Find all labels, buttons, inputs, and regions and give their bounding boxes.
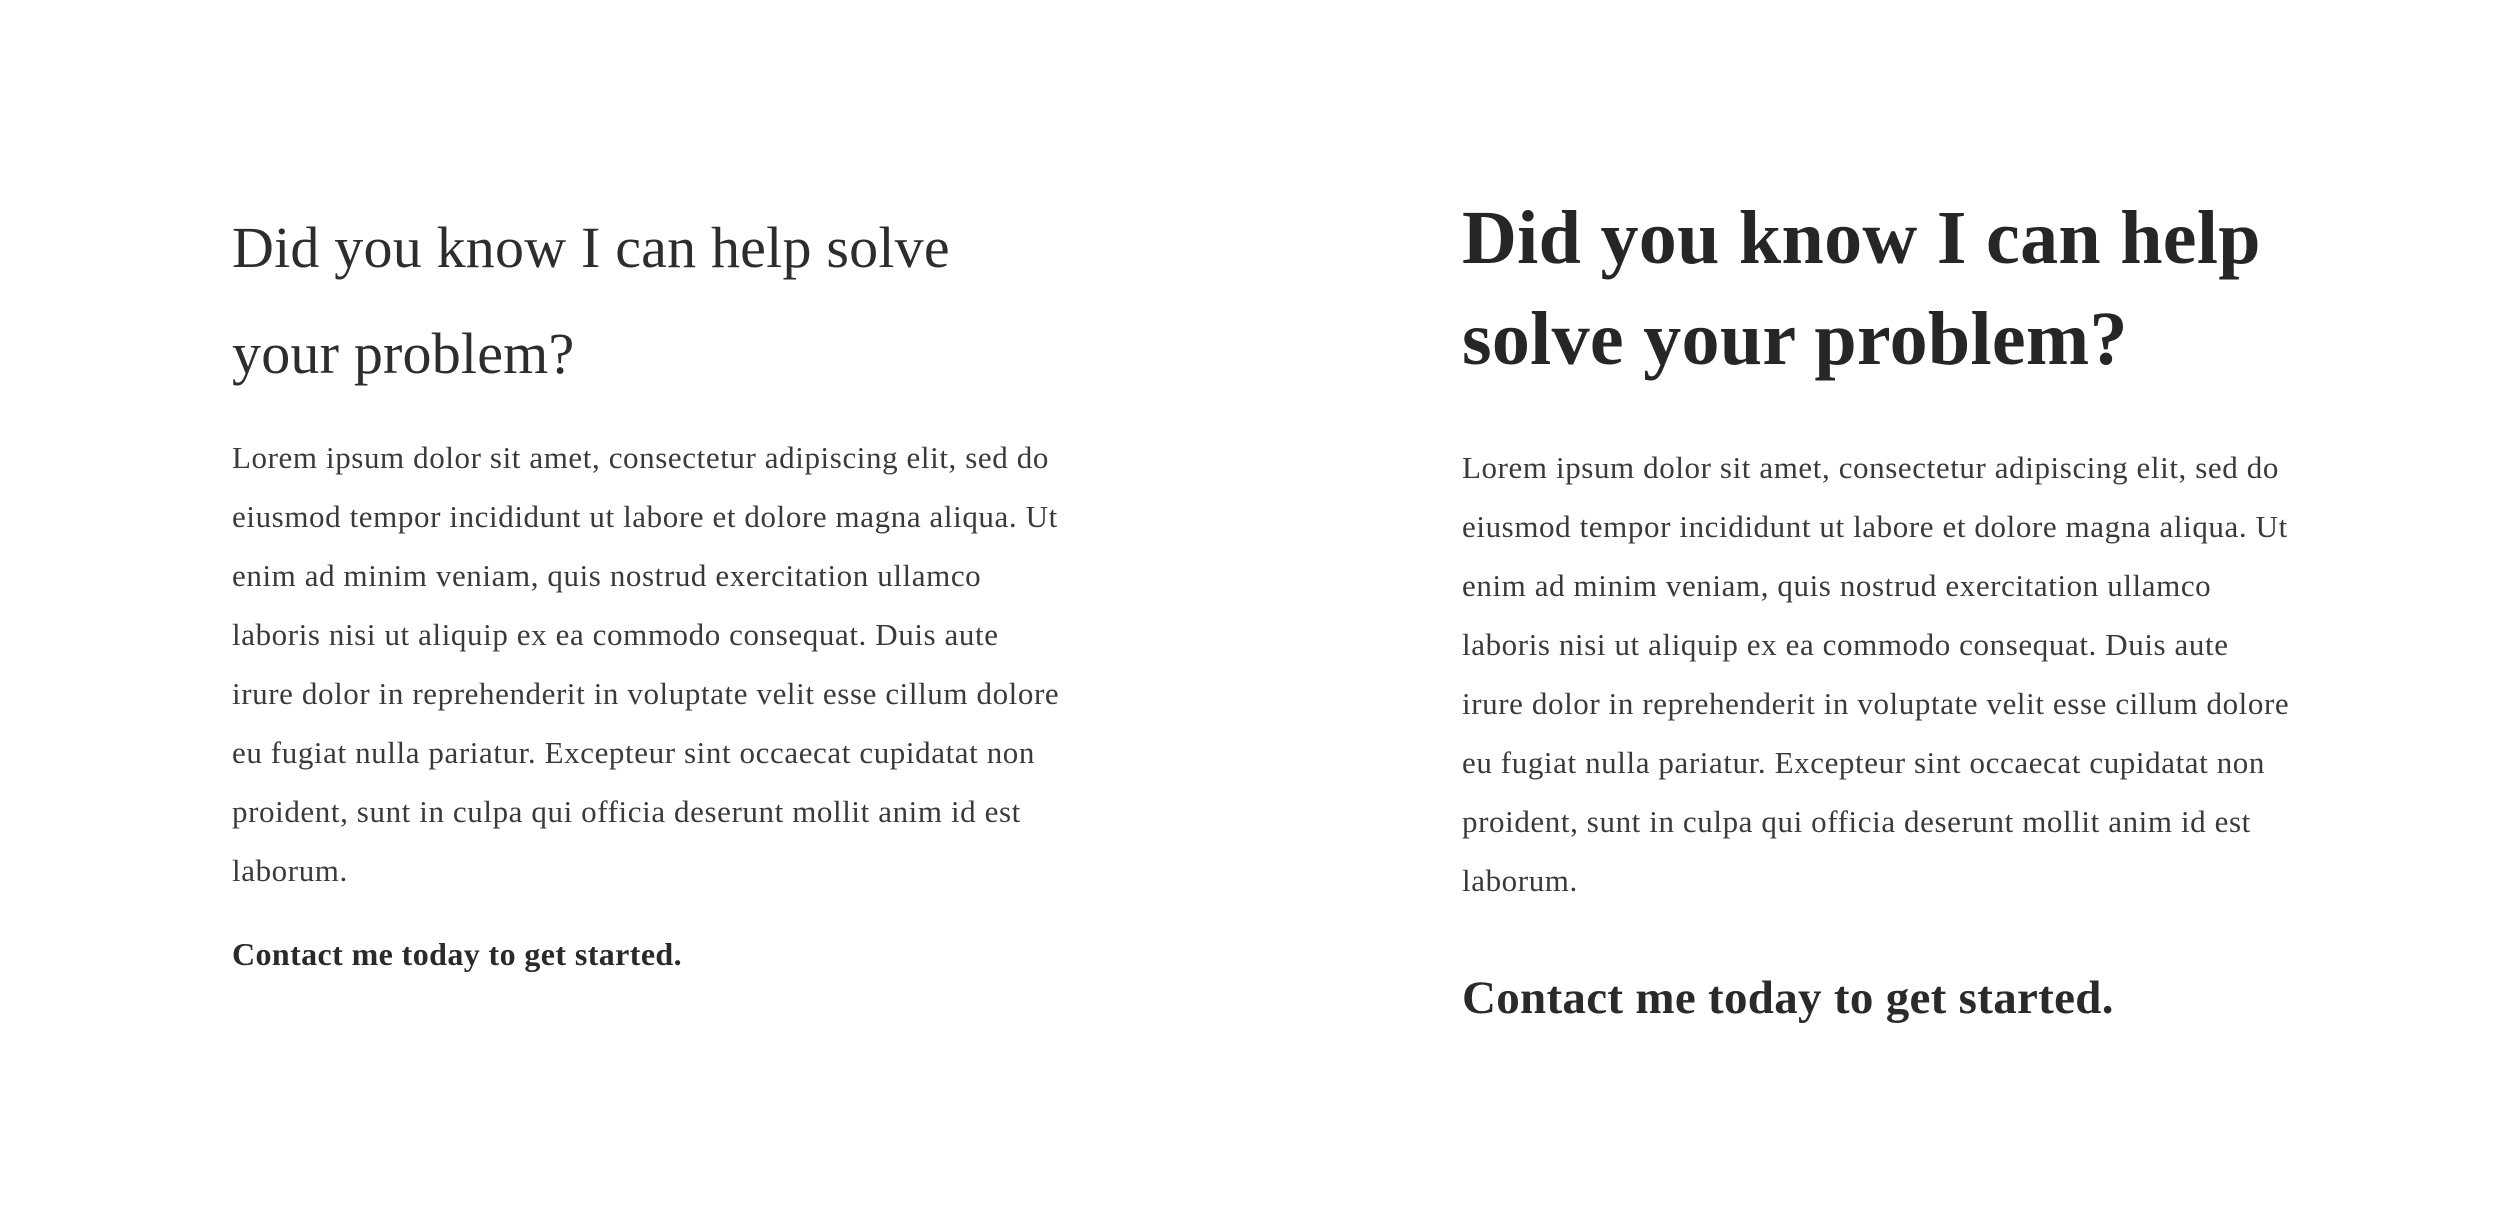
call-to-action-text: Contact me today to get started. bbox=[232, 936, 683, 972]
body-paragraph: Lorem ipsum dolor sit amet, consectetur adipiscing elit, sed do eiusmod tempor incididunt ut labore et dolore magna aliqua. Ut enim ad minim veniam, quis nostrud exercitation ullamco laboris nisi ut aliquip ex ea commodo consequat. Duis aute irure dolor in reprehenderit in voluptate velit esse cillum dolore eu fugiat nulla pariatur. Excepteur sint occaecat cupidatat non proident, sunt in culpa qui officia deserunt mollit anim id est laborum. bbox=[232, 440, 1060, 888]
heading-bold: Did you know I can help solve your problem? bbox=[1462, 196, 2261, 381]
body-paragraph: Lorem ipsum dolor sit amet, consectetur adipiscing elit, sed do eiusmod tempor incididunt ut labore et dolore magna aliqua. Ut enim ad minim veniam, quis nostrud exercitation ullamco laboris nisi ut aliquip ex ea commodo consequat. Duis aute irure dolor in reprehenderit in voluptate velit esse cillum dolore eu fugiat nulla pariatur. Excepteur sint occaecat cupidatat non proident, sunt in culpa qui officia deserunt mollit anim id est laborum. bbox=[1462, 450, 2290, 898]
heading-regular: Did you know I can help solve your problem? bbox=[232, 215, 950, 386]
call-to-action-text: Contact me today to get started. bbox=[1462, 972, 2114, 1024]
